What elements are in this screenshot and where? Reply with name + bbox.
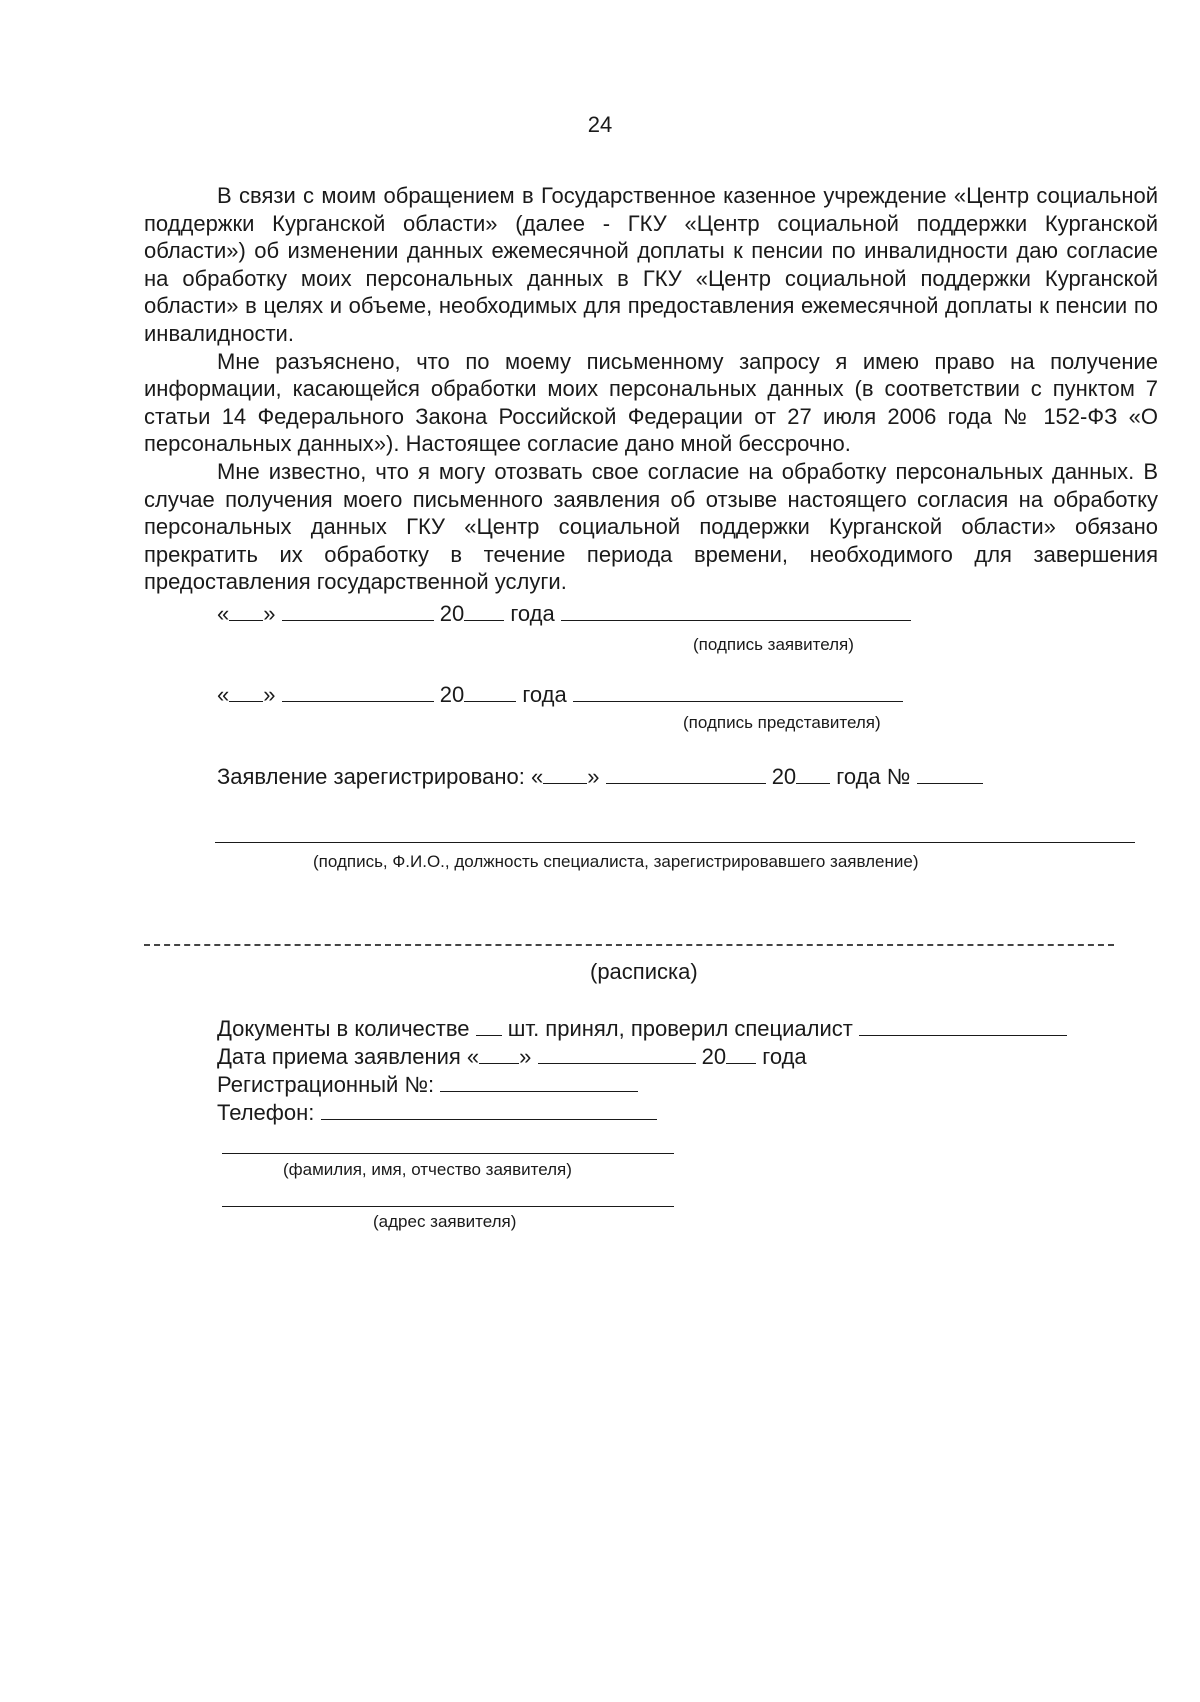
quote-open: « xyxy=(217,601,230,626)
year-word: года xyxy=(762,1044,807,1069)
consent-text xyxy=(144,182,1158,596)
applicant-signature-blank[interactable] xyxy=(561,619,911,621)
year-blank[interactable] xyxy=(464,700,516,702)
day-blank[interactable] xyxy=(229,700,263,702)
docs-suffix: шт. принял, проверил специалист xyxy=(507,1016,853,1041)
day-blank[interactable] xyxy=(543,782,587,784)
quote-close: » xyxy=(263,601,276,626)
month-blank[interactable] xyxy=(282,619,434,621)
phone-blank[interactable] xyxy=(321,1118,657,1120)
page-number: 24 xyxy=(587,112,613,137)
receipt-reg-number-line xyxy=(217,1072,638,1098)
applicant-date-line xyxy=(217,601,911,627)
address-caption: (адрес заявителя) xyxy=(373,1212,517,1231)
quote-open: « xyxy=(217,682,230,707)
specialist-signature-rule[interactable] xyxy=(215,842,1135,843)
year-prefix: 20 xyxy=(701,1044,727,1069)
quote-close: » xyxy=(587,764,600,789)
year-word: года xyxy=(510,601,555,626)
applicant-fio-rule[interactable] xyxy=(222,1153,674,1154)
year-prefix: 20 xyxy=(771,764,797,789)
date-label: Дата приема заявления « xyxy=(217,1044,480,1069)
registration-line xyxy=(217,764,983,790)
specialist-caption: (подпись, Ф.И.О., должность специалиста, зарегистрировавшего заявление) xyxy=(313,852,919,871)
year-prefix: 20 xyxy=(439,601,465,626)
year-blank[interactable] xyxy=(796,782,830,784)
month-blank[interactable] xyxy=(282,700,434,702)
cut-line xyxy=(144,944,1114,946)
paragraph-consent: В связи с моим обращением в Государственное казенное учреждение «Центр социальной поддержки Курганской области» (далее - ГКУ «Центр социальной поддержки Курганской области») об изменении данных ежемесячной доплаты к пенсии по инвалидности даю согласие на обработку моих персональных данных в ГКУ «Центр социальной поддержки Курганской области» в целях и объеме, необходимых для предоставления ежемесячной доплаты к пенсии по инвалидности. xyxy=(144,183,1158,346)
quote-close: » xyxy=(519,1044,532,1069)
month-blank[interactable] xyxy=(606,782,766,784)
registration-number-blank[interactable] xyxy=(917,782,983,784)
receipt-title: (расписка) xyxy=(590,959,698,984)
representative-signature-caption: (подпись представителя) xyxy=(683,713,881,732)
month-blank[interactable] xyxy=(538,1062,696,1064)
paragraph-revocation: Мне известно, что я могу отозвать свое согласие на обработку персональных данных. В случае получения моего письменного заявления об отзыве настоящего согласия на обработку персональных данных ГКУ «Центр социальной поддержки Курганской области» обязано прекратить их обработку в течение периода времени, необходимого для завершения предоставления государственной услуги. xyxy=(144,458,1158,595)
receipt-docs-line xyxy=(217,1016,1067,1042)
applicant-address-rule[interactable] xyxy=(222,1206,674,1207)
year-number-word: года № xyxy=(836,764,911,789)
reg-number-blank[interactable] xyxy=(440,1090,638,1092)
fio-caption: (фамилия, имя, отчество заявителя) xyxy=(283,1160,572,1179)
applicant-signature-caption: (подпись заявителя) xyxy=(693,635,854,654)
year-prefix: 20 xyxy=(439,682,465,707)
phone-label: Телефон: xyxy=(217,1100,315,1125)
day-blank[interactable] xyxy=(479,1062,519,1064)
representative-signature-blank[interactable] xyxy=(573,700,903,702)
docs-count-blank[interactable] xyxy=(476,1034,502,1036)
docs-prefix: Документы в количестве xyxy=(217,1016,470,1041)
paragraph-rights: Мне разъяснено, что по моему письменному запросу я имею право на получение информации, касающейся обработки моих персональных данных (в соответствии с пунктом 7 статьи 14 Федерального Закона Российской Федерации от 27 июля 2006 года № 152-ФЗ «О персональных данных»). Настоящее согласие дано мной бессрочно. xyxy=(144,348,1158,457)
quote-close: » xyxy=(263,682,276,707)
year-word: года xyxy=(522,682,567,707)
specialist-blank[interactable] xyxy=(859,1034,1067,1036)
year-blank[interactable] xyxy=(464,619,504,621)
receipt-phone-line xyxy=(217,1100,657,1126)
reg-number-label: Регистрационный №: xyxy=(217,1072,435,1097)
representative-date-line xyxy=(217,682,903,708)
receipt-date-line xyxy=(217,1044,807,1070)
year-blank[interactable] xyxy=(726,1062,756,1064)
registration-label: Заявление зарегистрировано: « xyxy=(217,764,544,789)
day-blank[interactable] xyxy=(229,619,263,621)
